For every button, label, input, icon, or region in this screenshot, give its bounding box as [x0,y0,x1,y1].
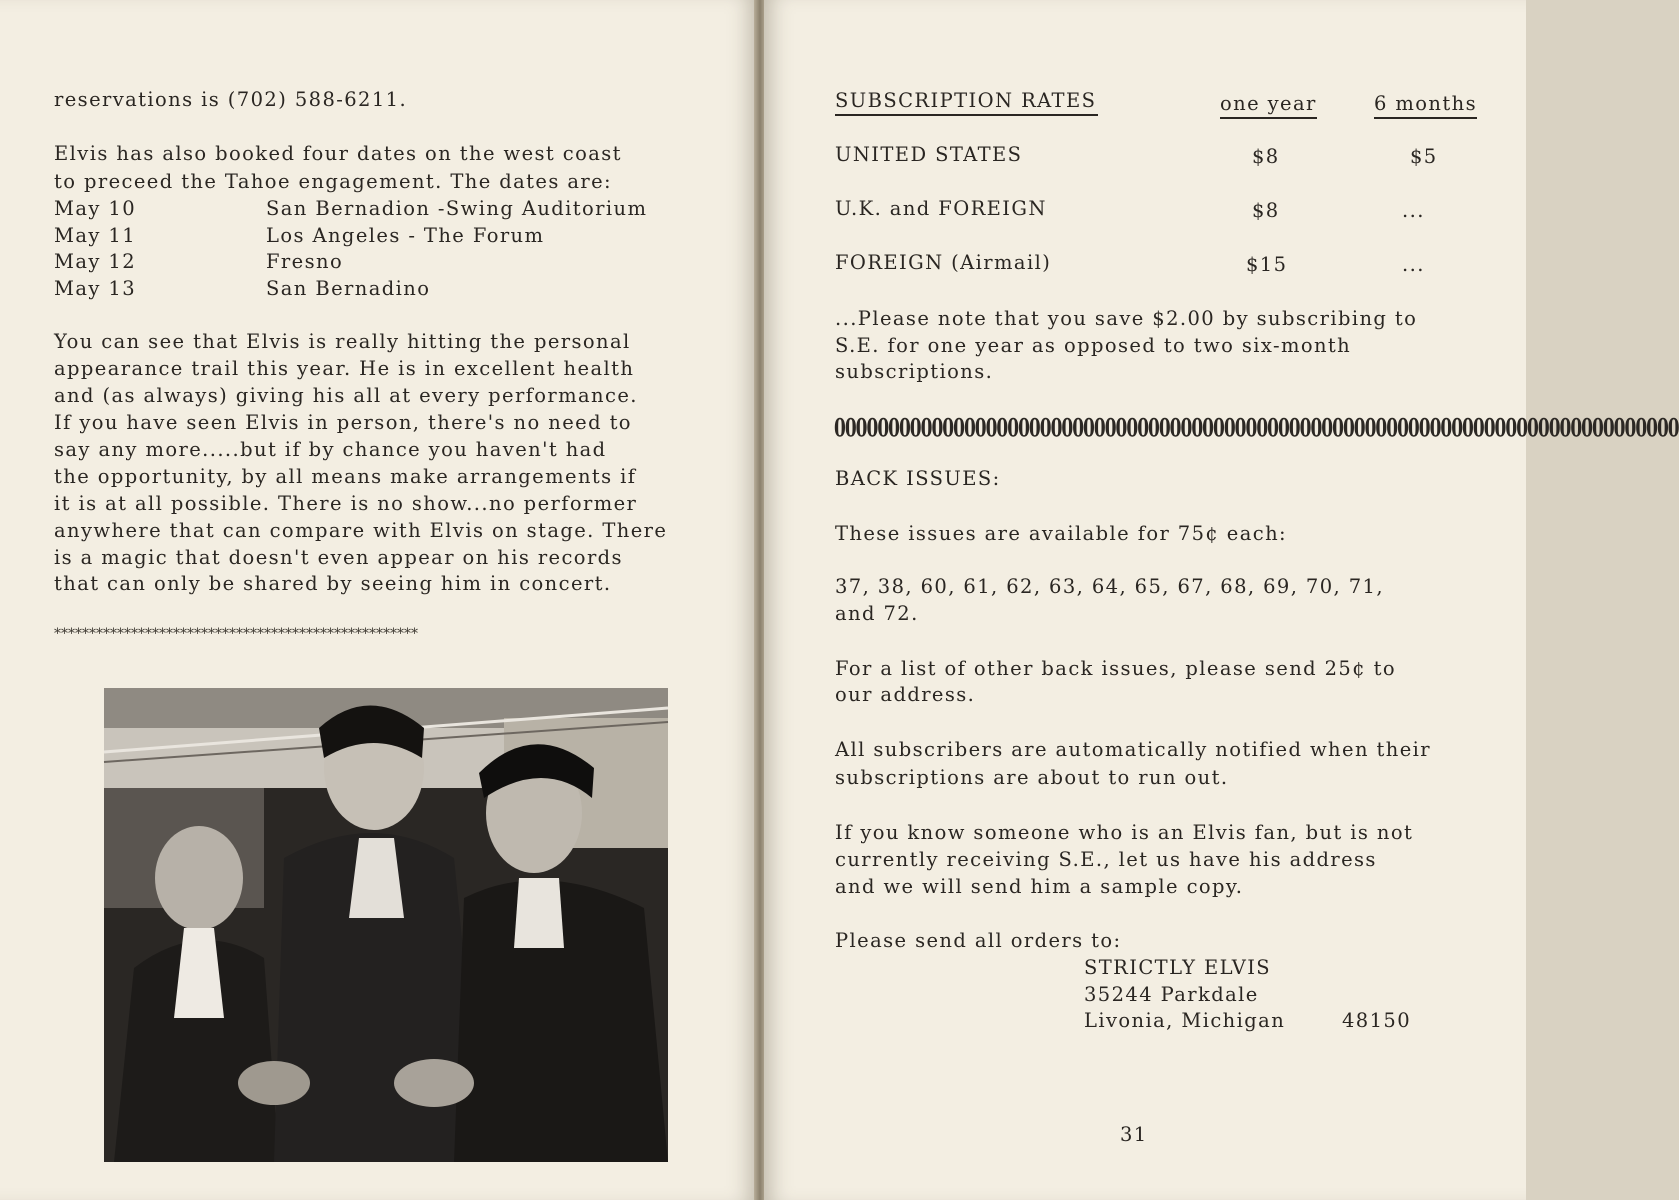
date-row [54,222,545,249]
venue: Los Angeles - The Forum [266,224,545,247]
para2-line: that can only be shared by seeing him in concert. [54,572,612,595]
address-street: 35244 Parkdale [1084,983,1259,1006]
list-note-line: our address. [835,683,976,706]
list-note-line: For a list of other back issues, please send 25¢ to [835,657,1397,680]
address-name: STRICTLY ELVIS [1084,956,1272,979]
rate-year: $8 [1252,145,1280,168]
back-issues-availability: These issues are available for 75¢ each: [835,522,1288,545]
col-one-year [1220,90,1317,117]
rate-year: $8 [1252,199,1280,222]
right-page [764,0,1679,1200]
date: May 10 [54,197,137,220]
para2-line: appearance trail this year. He is in excellent health [54,357,635,380]
para2-line: If you have seen Elvis in person, there's no need to [54,411,632,434]
rate-label: UNITED STATES [835,143,1023,166]
rate-six: $5 [1410,145,1438,168]
notify-line: All subscribers are automatically notified when their [835,738,1431,761]
date: May 11 [54,224,137,247]
col-six-months-text: 6 months [1374,92,1477,119]
page-number: 31 [1120,1123,1148,1146]
venue: San Bernadion -Swing Auditorium [266,197,648,220]
date-row [54,248,344,275]
para2-line: anywhere that can compare with Elvis on stage. There [54,519,668,542]
zigzag-separator: 000000000000000000000000000000000000000000000000000000000000000000000000000000 [834,414,1679,444]
para2-line: and (as always) giving his all at every performance. [54,384,638,407]
date-row [54,195,648,222]
address-zip: 48150 [1342,1009,1412,1032]
col-one-year-text: one year [1220,92,1317,119]
issues-line: and 72. [835,602,919,625]
venue: San Bernadino [266,277,431,300]
rate-label: U.K. and FOREIGN [835,197,1047,220]
back-issues-heading: BACK ISSUES: [835,467,1001,490]
note-line: ...Please note that you save $2.00 by subscribing to [835,307,1418,330]
note-line: S.E. for one year as opposed to two six-month [835,334,1352,357]
rate-label: FOREIGN (Airmail) [835,251,1052,274]
rate-six: ... [1402,199,1425,222]
para1-line: to preceed the Tahoe engagement. The dates are: [54,170,612,193]
rates-heading [835,87,1098,114]
asterisk-separator: **************************************************** [54,626,418,642]
rate-six: ... [1402,253,1425,276]
fan-line: If you know someone who is an Elvis fan, but is not [835,821,1414,844]
fan-line: and we will send him a sample copy. [835,875,1244,898]
para2-line: is a magic that doesn't even appear on his records [54,546,623,569]
left-page [0,0,756,1200]
fan-line: currently receiving S.E., let us have his address [835,848,1377,871]
address-city: Livonia, Michigan [1084,1009,1286,1032]
col-six-months [1374,90,1477,117]
rate-year: $15 [1246,253,1288,276]
venue: Fresno [266,250,344,273]
photo-three-men [104,688,668,1162]
para2-line: the opportunity, by all means make arrangements if [54,465,637,488]
note-line: subscriptions. [835,360,994,383]
date: May 12 [54,250,137,273]
notify-line: subscriptions are about to run out. [835,766,1229,789]
issues-line: 37, 38, 60, 61, 62, 63, 64, 65, 67, 68, 69, 70, 71, [835,575,1384,598]
orders-line: Please send all orders to: [835,929,1122,952]
date-row [54,275,431,302]
para2-line: say any more.....but if by chance you haven't had [54,438,607,461]
reservations-line: reservations is (702) 588-6211. [54,88,408,111]
para2-line: You can see that Elvis is really hitting the personal [54,330,631,353]
rates-heading-text: SUBSCRIPTION RATES [835,89,1098,116]
date: May 13 [54,277,137,300]
para2-line: it is at all possible. There is no show...no performer [54,492,638,515]
para1-line: Elvis has also booked four dates on the west coast [54,142,622,165]
